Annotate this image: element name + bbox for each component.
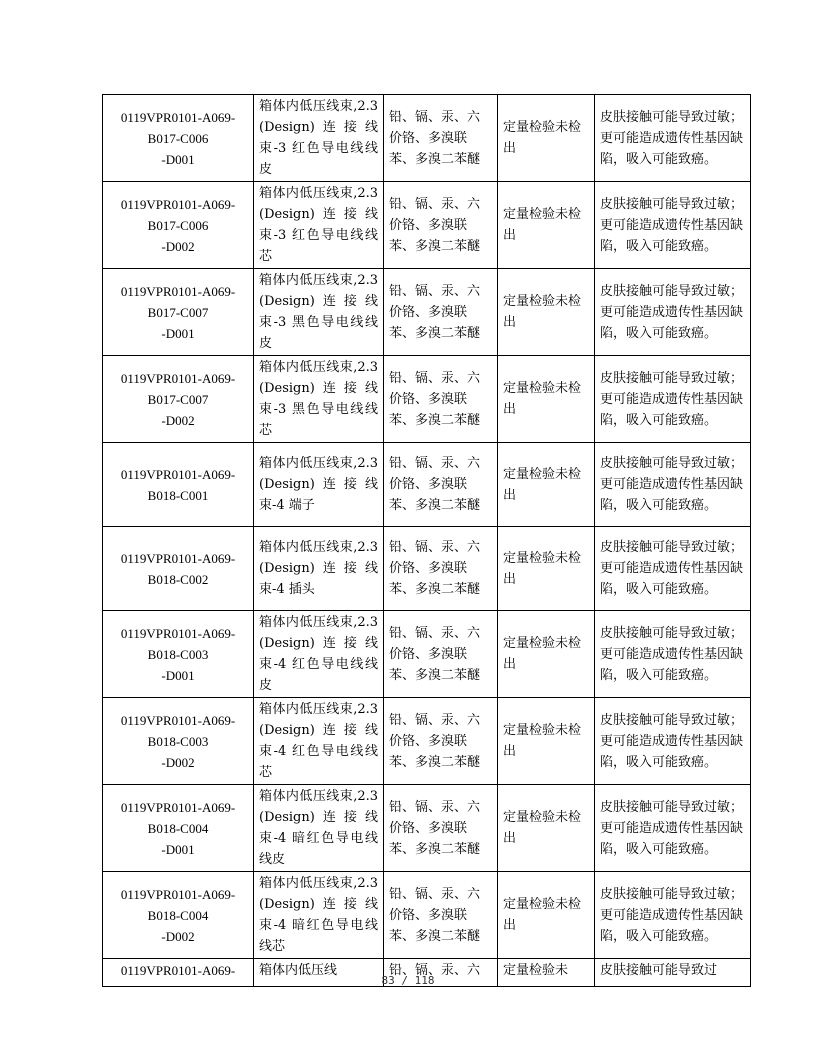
health-risk-cell: 皮肤接触可能导致过敏；更可能造成遗传性基因缺陷，吸入可能致癌。	[595, 611, 751, 698]
test-result-cell: 定量检验未检出	[498, 611, 595, 698]
part-name-cell: 箱体内低压线束,2.3 (Design)连接线束-3 红色导电线线皮	[254, 95, 384, 182]
test-result-cell: 定量检验未检出	[498, 182, 595, 269]
part-code-line: B017-C007	[147, 391, 209, 407]
tested-substances-cell: 铅、镉、汞、六价铬、多溴联苯、多溴二苯醚	[384, 182, 498, 269]
test-result-cell: 定量检验未检出	[498, 95, 595, 182]
test-result-cell: 定量检验未检出	[498, 443, 595, 527]
test-result-cell: 定量检验未检出	[498, 785, 595, 872]
part-code-line: -D001	[161, 841, 195, 857]
part-code-line: -D002	[161, 238, 195, 254]
part-code-cell	[103, 95, 254, 182]
tested-substances-cell: 铅、镉、汞、六价铬、多溴联苯、多溴二苯醚	[384, 95, 498, 182]
table-row	[103, 698, 751, 785]
part-code-cell	[103, 356, 254, 443]
part-code-cell	[103, 698, 254, 785]
tested-substances-cell: 铅、镉、汞、六价铬、多溴联苯、多溴二苯醚	[384, 356, 498, 443]
part-code-line: B017-C007	[147, 304, 209, 320]
test-result-cell: 定量检验未检出	[498, 356, 595, 443]
health-risk-cell: 皮肤接触可能导致过	[595, 959, 751, 987]
part-code-line: B018-C001	[147, 487, 209, 503]
part-code-line: 0119VPR0101-A069-	[120, 625, 236, 641]
tested-substances-cell: 铅、镉、汞、六价铬、多溴联苯、多溴二苯醚	[384, 611, 498, 698]
table-body	[103, 95, 751, 987]
part-code-line: -D002	[161, 928, 195, 944]
health-risk-cell: 皮肤接触可能导致过敏；更可能造成遗传性基因缺陷，吸入可能致癌。	[595, 527, 751, 611]
health-risk-cell: 皮肤接触可能导致过敏；更可能造成遗传性基因缺陷，吸入可能致癌。	[595, 182, 751, 269]
test-result-cell: 定量检验未检出	[498, 698, 595, 785]
part-code-cell	[103, 611, 254, 698]
part-name-cell: 箱体内低压线束,2.3 (Design)连接线束-4 插头	[254, 527, 384, 611]
test-result-cell: 定量检验未检出	[498, 527, 595, 611]
part-code-line: -D001	[161, 325, 195, 341]
table-row	[103, 269, 751, 356]
part-code-line: -D002	[161, 412, 195, 428]
test-result-cell: 定量检验未	[498, 959, 595, 987]
part-code-line: 0119VPR0101-A069-	[120, 799, 236, 815]
part-name-cell: 箱体内低压线束,2.3 (Design)连接线束-4 红色导电线线芯	[254, 698, 384, 785]
health-risk-cell: 皮肤接触可能导致过敏；更可能造成遗传性基因缺陷，吸入可能致癌。	[595, 356, 751, 443]
tested-substances-cell: 铅、镉、汞、六价铬、多溴联苯、多溴二苯醚	[384, 698, 498, 785]
table-row	[103, 443, 751, 527]
table-row	[103, 182, 751, 269]
part-code-line: -D001	[161, 667, 195, 683]
part-code-line: 0119VPR0101-A069-	[120, 550, 236, 566]
part-code-line: B018-C004	[147, 907, 209, 923]
part-name-cell: 箱体内低压线束,2.3 (Design)连接线束-4 暗红色导电线线皮	[254, 785, 384, 872]
part-code-cell	[103, 269, 254, 356]
table-row	[103, 611, 751, 698]
part-code-line: 0119VPR0101-A069-	[120, 886, 236, 902]
test-result-cell: 定量检验未检出	[498, 872, 595, 959]
part-name-cell: 箱体内低压线束,2.3 (Design)连接线束-4 红色导电线线皮	[254, 611, 384, 698]
part-code-line: 0119VPR0101-A069-	[120, 370, 236, 386]
part-code-line: B018-C003	[147, 646, 209, 662]
tested-substances-cell: 铅、镉、汞、六价铬、多溴联苯、多溴二苯醚	[384, 443, 498, 527]
tested-substances-cell: 铅、镉、汞、六	[384, 959, 498, 987]
health-risk-cell: 皮肤接触可能导致过敏；更可能造成遗传性基因缺陷，吸入可能致癌。	[595, 443, 751, 527]
part-name-cell: 箱体内低压线束,2.3 (Design)连接线束-3 黑色导电线线芯	[254, 356, 384, 443]
part-name-cell: 箱体内低压线束,2.3 (Design)连接线束-3 红色导电线线芯	[254, 182, 384, 269]
part-name-cell: 箱体内低压线束,2.3 (Design)连接线束-4 暗红色导电线线芯	[254, 872, 384, 959]
health-risk-cell: 皮肤接触可能导致过敏；更可能造成遗传性基因缺陷，吸入可能致癌。	[595, 95, 751, 182]
part-code-line: 0119VPR0101-A069-	[120, 963, 236, 978]
part-code-line: B017-C006	[147, 217, 209, 233]
table-row	[103, 872, 751, 959]
part-code-cell	[103, 785, 254, 872]
part-code-cell	[103, 443, 254, 527]
tested-substances-cell: 铅、镉、汞、六价铬、多溴联苯、多溴二苯醚	[384, 872, 498, 959]
part-code-line: B018-C002	[147, 571, 209, 587]
part-code-line: B018-C004	[147, 820, 209, 836]
part-name-cell: 箱体内低压线束,2.3 (Design)连接线束-3 黑色导电线线皮	[254, 269, 384, 356]
page-number: 83 / 118	[381, 974, 435, 987]
part-code-line: 0119VPR0101-A069-	[120, 283, 236, 299]
part-code-line: 0119VPR0101-A069-	[120, 712, 236, 728]
part-code-line: -D002	[161, 754, 195, 770]
health-risk-cell: 皮肤接触可能导致过敏；更可能造成遗传性基因缺陷，吸入可能致癌。	[595, 698, 751, 785]
health-risk-cell: 皮肤接触可能导致过敏；更可能造成遗传性基因缺陷，吸入可能致癌。	[595, 872, 751, 959]
part-code-cell	[103, 527, 254, 611]
tested-substances-cell: 铅、镉、汞、六价铬、多溴联苯、多溴二苯醚	[384, 527, 498, 611]
part-code-line: B017-C006	[147, 130, 209, 146]
part-code-line: 0119VPR0101-A069-	[120, 196, 236, 212]
table-row	[103, 356, 751, 443]
tested-substances-cell: 铅、镉、汞、六价铬、多溴联苯、多溴二苯醚	[384, 785, 498, 872]
table-row	[103, 785, 751, 872]
health-risk-cell: 皮肤接触可能导致过敏；更可能造成遗传性基因缺陷，吸入可能致癌。	[595, 785, 751, 872]
part-code-line: B018-C003	[147, 733, 209, 749]
part-name-cell: 箱体内低压线束,2.3 (Design)连接线束-4 端子	[254, 443, 384, 527]
substance-test-table	[102, 94, 751, 987]
part-code-cell	[103, 872, 254, 959]
test-result-cell: 定量检验未检出	[498, 269, 595, 356]
part-code-line: 0119VPR0101-A069-	[120, 109, 236, 125]
part-code-line: -D001	[161, 151, 195, 167]
part-code-line: 0119VPR0101-A069-	[120, 466, 236, 482]
part-code-cell	[103, 182, 254, 269]
tested-substances-cell: 铅、镉、汞、六价铬、多溴联苯、多溴二苯醚	[384, 269, 498, 356]
health-risk-cell: 皮肤接触可能导致过敏；更可能造成遗传性基因缺陷，吸入可能致癌。	[595, 269, 751, 356]
table-row	[103, 527, 751, 611]
table-row	[103, 95, 751, 182]
part-name-cell: 箱体内低压线	[254, 959, 384, 987]
